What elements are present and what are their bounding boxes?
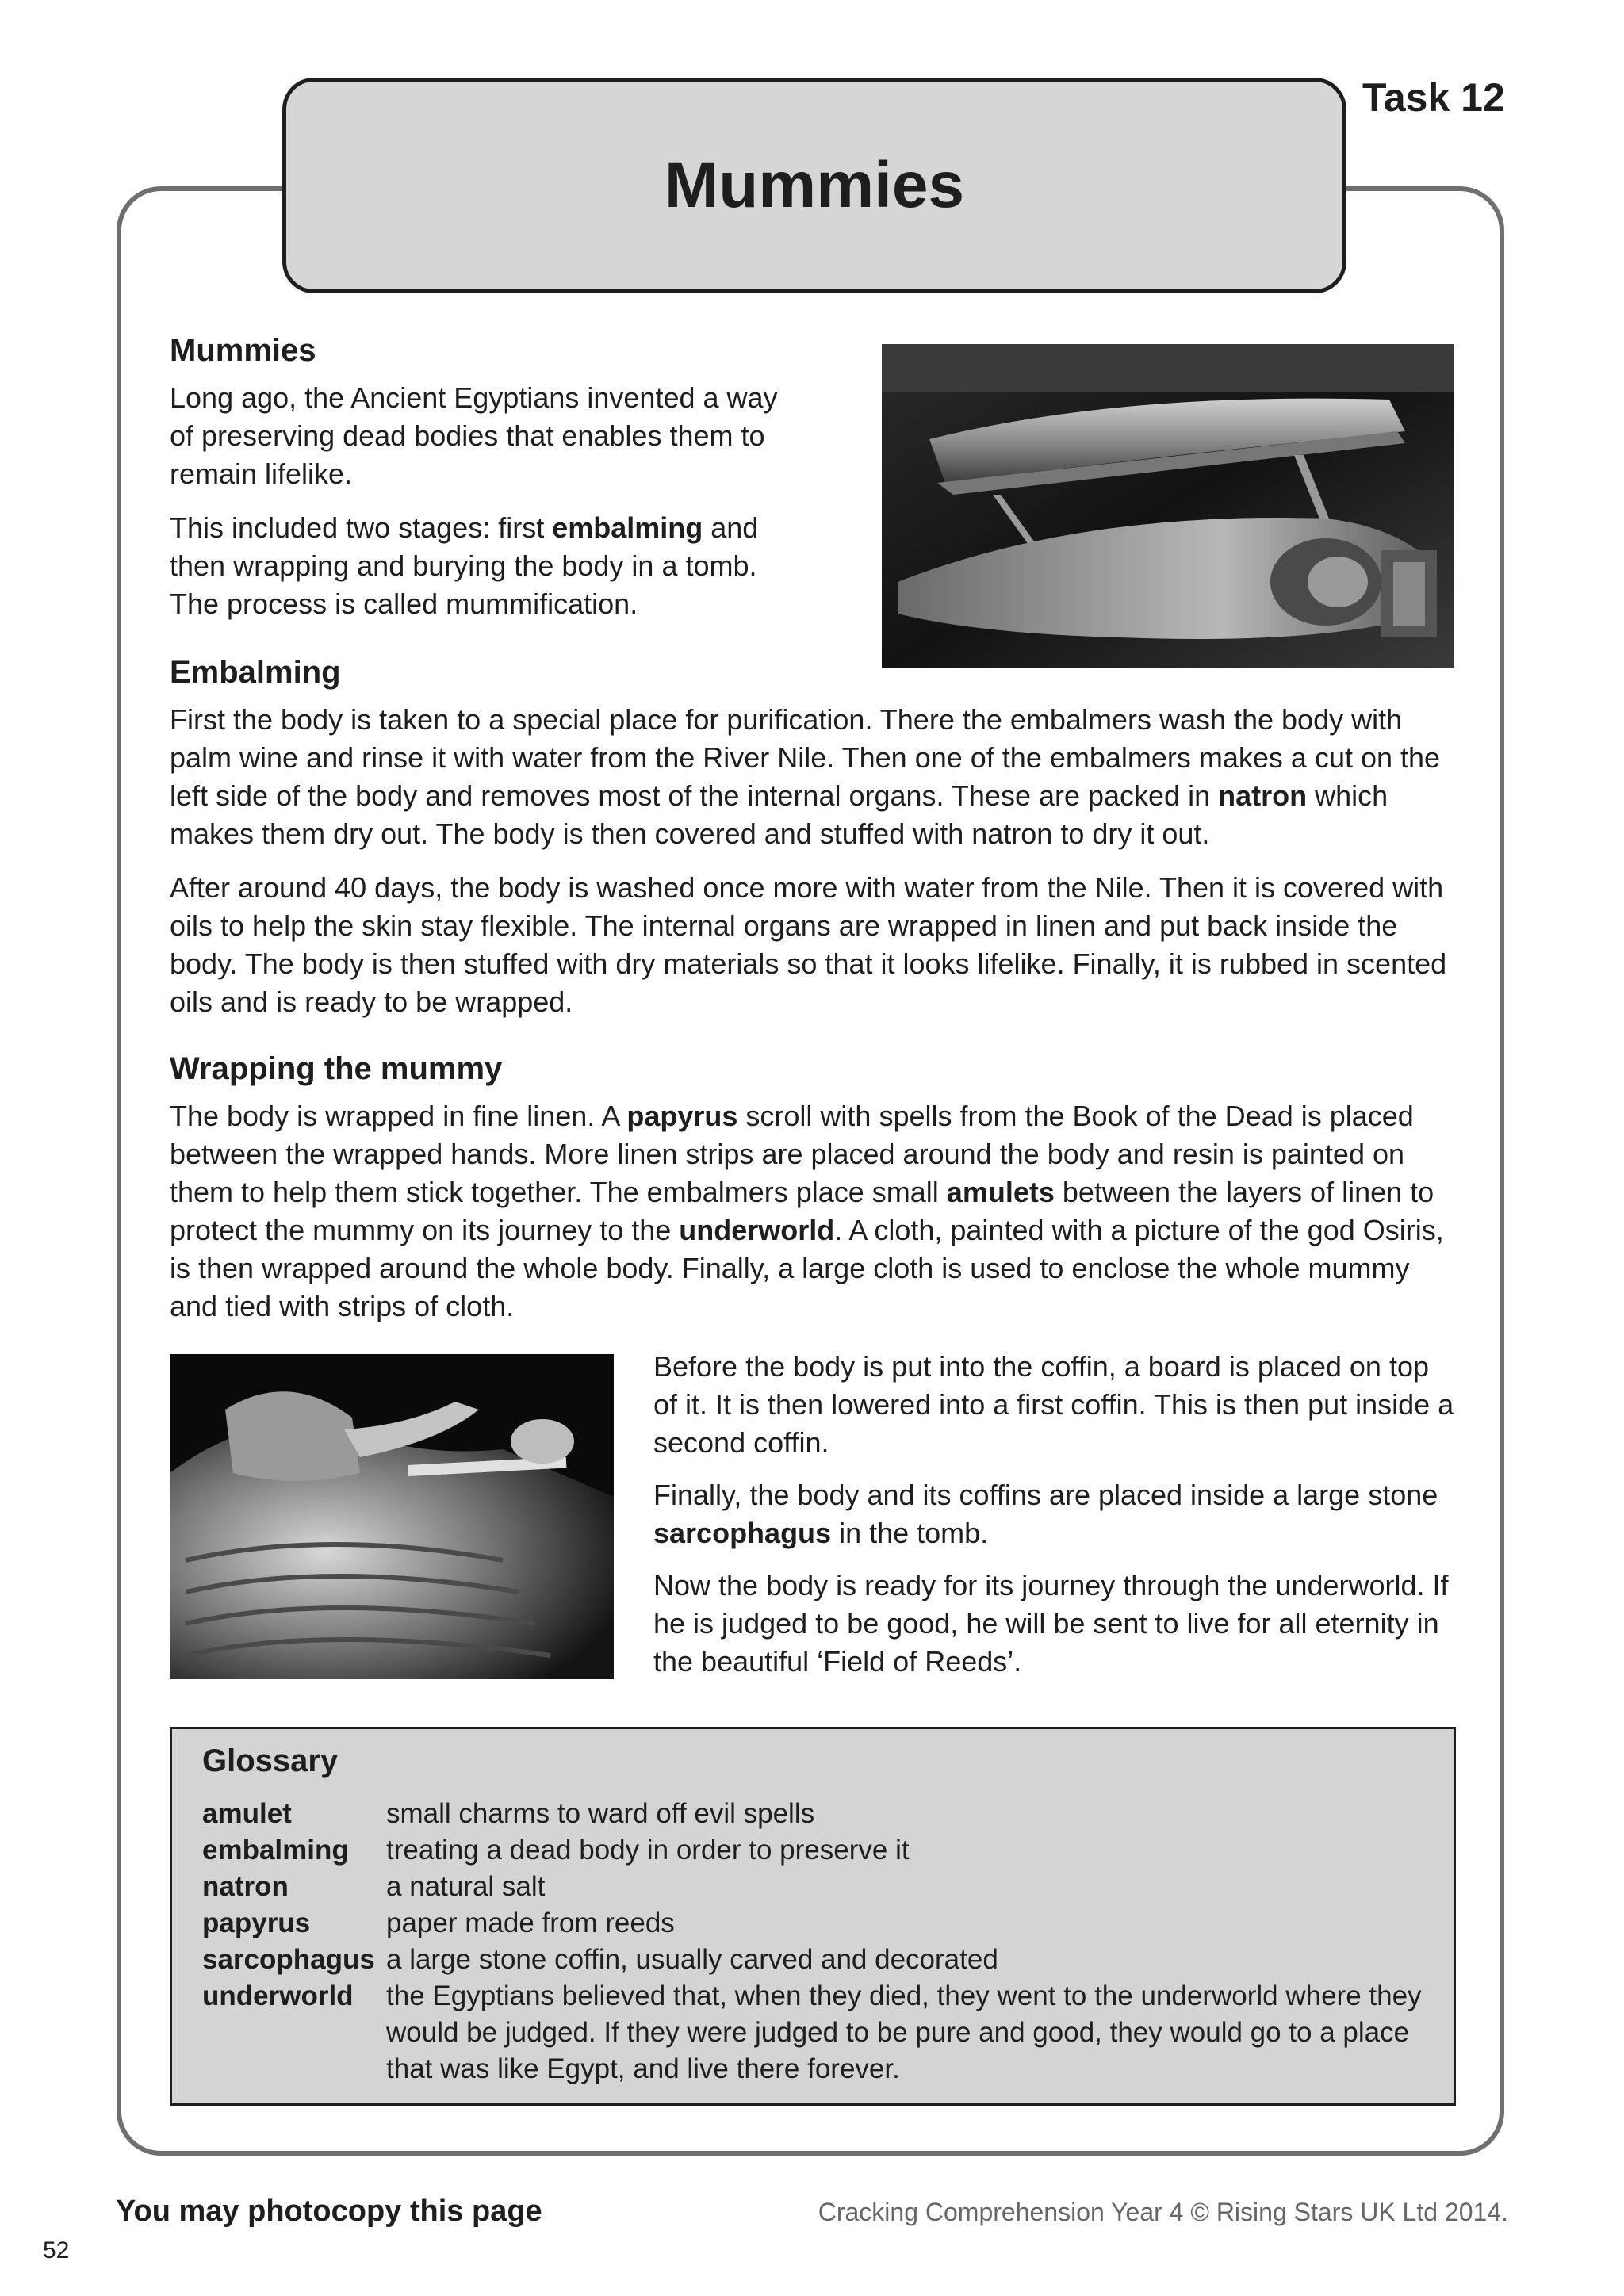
embalming-paragraph-1: First the body is taken to a special place for purification. There the embalmers wash the body with palm wine and rinse it with water from the River Nile. Then one of the embalmers makes a cut on the left side of the body and removes most of the internal organs. These are packed in natron which makes them dry out. The body is then covered and stuffed with natron to dry it out. — [170, 703, 1441, 850]
page-title: Mummies — [664, 149, 965, 221]
glossary-definition: a natural salt — [386, 1871, 546, 1902]
wrapping-paragraph-3: Finally, the body and its coffins are placed inside a large stone sarcophagus in the tomb. — [653, 1479, 1438, 1549]
glossary-definition: paper made from reeds — [386, 1908, 675, 1938]
glossary-box — [170, 1727, 1456, 2106]
glossary-term: underworld — [202, 1980, 354, 2011]
glossary-term: amulet — [202, 1798, 292, 1829]
glossary-definition: a large stone coffin, usually carved and decorated — [386, 1944, 998, 1975]
glossary-term: natron — [202, 1871, 289, 1902]
glossary-term: sarcophagus — [202, 1944, 375, 1975]
page-number: 52 — [43, 2237, 70, 2263]
mummies-museum-photo — [882, 344, 1454, 668]
embalming-paragraph-2: After around 40 days, the body is washed once more with water from the Nile. Then it is covered with oils to help the skin stay flexible. The internal organs are wrapped in linen and put back inside the body. The body is then stuffed with dry materials so that it looks lifelike. Finally, it is rubbed in scented oils and is ready to be wrapped. — [170, 871, 1447, 1018]
photocopy-notice: You may photocopy this page — [116, 2195, 542, 2228]
glossary-definition: treating a dead body in order to preserve it — [386, 1835, 910, 1866]
golden-coffin-photo — [170, 1354, 614, 1679]
task-label: Task 12 — [1362, 75, 1505, 120]
copyright-notice: Cracking Comprehension Year 4 © Rising Stars UK Ltd 2014. — [818, 2198, 1508, 2226]
wrapping-paragraph-1: The body is wrapped in fine linen. A papyrus scroll with spells from the Book of the Dead is placed between the wrapped hands. More linen strips are placed around the body and resin is painted on them to help them stick together. The embalmers place small amulets between the layers of linen to protect the mummy on its journey to the underworld. A cloth, painted with a picture of the god Osiris, is then wrapped around the whole body. Finally, a large cloth is used to enclose the whole mummy and tied with strips of cloth. — [170, 1100, 1444, 1322]
glossary-definition: small charms to ward off evil spells — [386, 1798, 815, 1829]
title-banner — [282, 78, 1346, 293]
wrapping-paragraph-4: Now the body is ready for its journey through the underworld. If he is judged to be good, he will be sent to live for all eternity in the beautiful ‘Field of Reeds’. — [653, 1569, 1449, 1678]
glossary-term: papyrus — [202, 1908, 311, 1938]
heading-mummies: Mummies — [170, 333, 316, 368]
glossary-definition: the Egyptians believed that, when they died, they went to the underworld where they would be judged. If they were judged to be pure and good, they would go to a place that was like Egypt, and live there forever. — [386, 1980, 1422, 2084]
heading-embalming: Embalming — [170, 655, 341, 690]
glossary-heading: Glossary — [202, 1743, 339, 1778]
wrapping-paragraph-2: Before the body is put into the coffin, a board is placed on top of it. It is then lowered into a first coffin. This is then put inside a second coffin. — [653, 1350, 1454, 1459]
glossary-term: embalming — [202, 1835, 349, 1866]
mummies-paragraph-2: This included two stages: first embalming and then wrapping and burying the body in a tomb. The process is called mummification. — [170, 511, 759, 620]
heading-wrapping: Wrapping the mummy — [170, 1051, 503, 1086]
mummies-paragraph-1: Long ago, the Ancient Egyptians invented a way of preserving dead bodies that enables them to remain lifelike. — [170, 381, 778, 490]
